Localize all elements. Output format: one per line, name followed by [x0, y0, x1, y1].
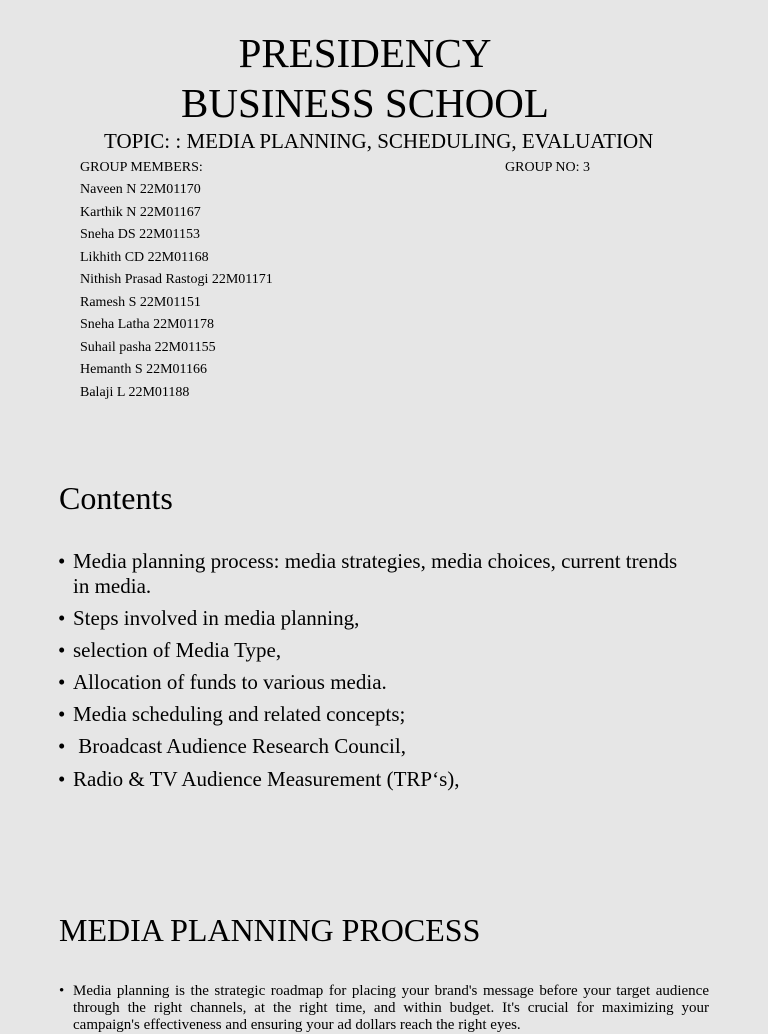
bullet-icon: • [58, 549, 66, 573]
group-number: GROUP NO: 3 [505, 160, 591, 175]
contents-item-text: selection of Media Type, [73, 637, 282, 662]
bullet-icon: • [59, 983, 65, 999]
contents-item [58, 606, 698, 631]
member-item: Balaji L 22M01188 [80, 384, 190, 400]
contents-item-text: Allocation of funds to various media. [73, 670, 387, 695]
media-planning-text: Media planning is the strategic roadmap for placing your brand's message before your target audience through the right channels, at the right time, and within budget. It's crucial for maximizing your campaign's effectiveness and ensuring your ad dollars reach the right eyes. [73, 983, 709, 1033]
contents-item [58, 767, 698, 792]
contents-item [58, 702, 698, 727]
school-title-line-1: PRESIDENCY [238, 30, 492, 76]
contents-item-text: Radio & TV Audience Measurement (TRP‘s), [73, 766, 460, 791]
member-item: Naveen N 22M01170 [80, 182, 201, 197]
media-planning-title: MEDIA PLANNING PROCESS [59, 912, 481, 948]
member-item: Hemanth S 22M01166 [80, 362, 208, 377]
bullet-icon: • [58, 734, 66, 759]
bullet-icon: • [58, 670, 66, 695]
contents-item-text: Broadcast Audience Research Council, [73, 734, 406, 759]
group-members-list [80, 181, 273, 406]
media-planning-paragraph [59, 983, 709, 1034]
contents-title: Contents [59, 480, 173, 516]
contents-item [58, 670, 698, 695]
member-item: Sneha DS 22M01153 [80, 227, 201, 242]
contents-item-text: Media scheduling and related concepts; [73, 702, 406, 727]
bullet-icon: • [58, 637, 66, 662]
contents-list [58, 549, 698, 799]
school-title [0, 28, 730, 128]
contents-item-text: Steps involved in media planning, [73, 605, 360, 630]
member-item: Sneha Latha 22M01178 [80, 317, 215, 332]
member-item: Nithish Prasad Rastogi 22M01171 [80, 272, 273, 287]
member-item: Karthik N 22M01167 [80, 204, 201, 220]
contents-item [58, 549, 698, 598]
member-item: Suhail pasha 22M01155 [80, 339, 216, 355]
group-members-label: GROUP MEMBERS: [80, 160, 203, 175]
contents-item [58, 734, 698, 759]
school-title-line-2: BUSINESS SCHOOL [181, 80, 549, 126]
bullet-icon: • [58, 766, 66, 791]
contents-item-text: Media planning process: media strategies, media choices, current trends in media. [73, 549, 678, 598]
member-item: Ramesh S 22M01151 [80, 294, 201, 310]
member-item: Likhith CD 22M01168 [80, 249, 209, 265]
bullet-icon: • [58, 605, 66, 630]
bullet-icon: • [58, 702, 66, 727]
topic-heading: TOPIC: : MEDIA PLANNING, SCHEDULING, EVALUATION [104, 129, 654, 153]
contents-item [58, 638, 698, 663]
